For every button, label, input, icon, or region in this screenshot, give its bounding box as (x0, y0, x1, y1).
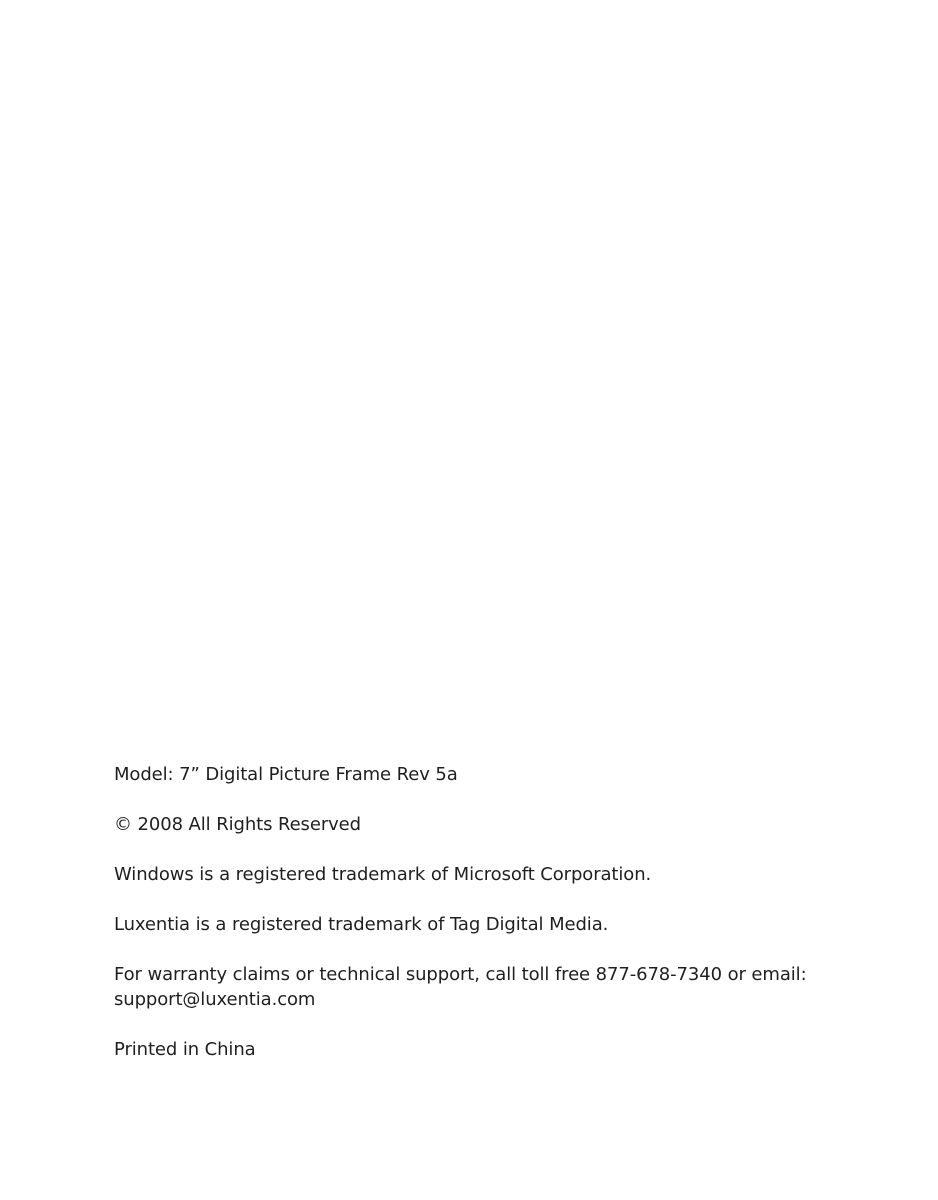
luxentia-trademark-line: Luxentia is a registered trademark of Tag Digital Media. (114, 914, 609, 935)
support-block (114, 962, 834, 1012)
support-email: support@luxentia.com (114, 989, 316, 1010)
copyright-line: © 2008 All Rights Reserved (114, 814, 361, 835)
windows-trademark-line: Windows is a registered trademark of Microsoft Corporation. (114, 864, 652, 885)
support-text: For warranty claims or technical support, call toll free 877-678-7340 or email: (114, 964, 807, 985)
model-line: Model: 7” Digital Picture Frame Rev 5a (114, 764, 458, 785)
colophon-block (114, 762, 834, 1062)
printed-in-line: Printed in China (114, 1039, 256, 1060)
